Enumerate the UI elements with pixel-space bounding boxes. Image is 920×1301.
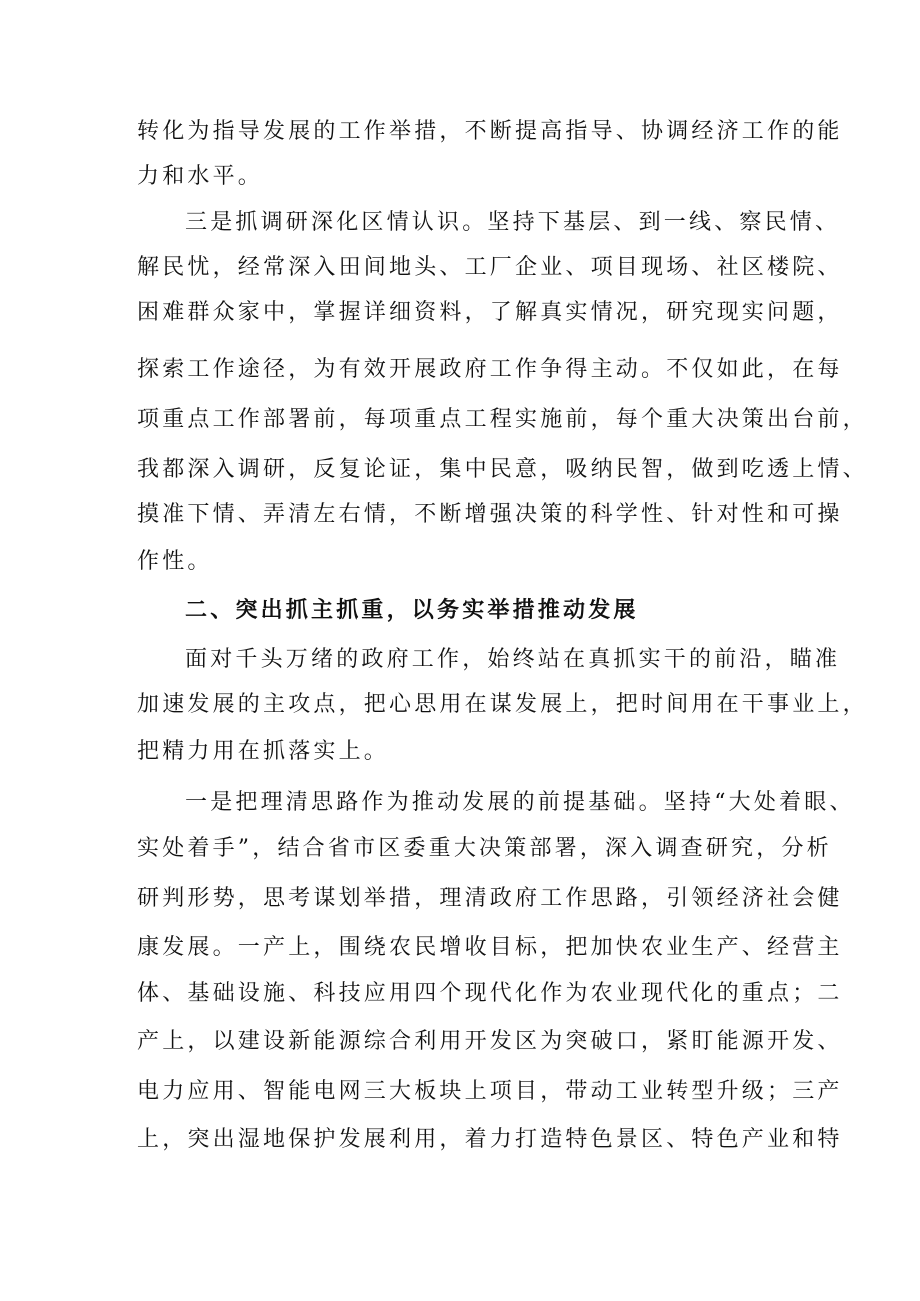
section-heading: 二、突出抓主抓重，以务实举措推动发展 <box>185 598 639 623</box>
paragraph-line: 我都深入调研，反复论证，集中民意，吸纳民智，做到吃透上情、 <box>137 457 868 482</box>
paragraph-line: 研判形势，思考谋划举措，理清政府工作思路，引领经济社会健 <box>137 886 843 911</box>
paragraph-line: 加速发展的主攻点，把心思用在谋发展上，把时间用在干事业上， <box>137 692 868 717</box>
paragraph-line: 作性。 <box>137 549 213 574</box>
paragraph-line: 困难群众家中，掌握详细资料，了解真实情况，研究现实问题， <box>137 300 843 325</box>
paragraph-line: 解民忧，经常深入田间地头、工厂企业、项目现场、社区楼院、 <box>137 255 843 280</box>
paragraph-line: 实处着手”，结合省市区委重大决策部署，深入调查研究，分析 <box>137 836 832 861</box>
paragraph-line: 三是抓调研深化区情认识。坚持下基层、到一线、察民情、 <box>185 210 841 235</box>
paragraph-line: 康发展。一产上，围绕农民增收目标，把加快农业生产、经营主 <box>137 935 843 960</box>
paragraph-line: 摸准下情、弄清左右情，不断增强决策的科学性、针对性和可操 <box>137 502 843 527</box>
paragraph-line: 面对千头万绪的政府工作，始终站在真抓实干的前沿，瞄准 <box>185 647 841 672</box>
paragraph-line: 电力应用、智能电网三大板块上项目，带动工业转型升级；三产 <box>137 1079 843 1104</box>
paragraph-line: 转化为指导发展的工作举措，不断提高指导、协调经济工作的能 <box>137 119 843 144</box>
paragraph-line: 力和水平。 <box>137 164 264 189</box>
paragraph-line: 项重点工作部署前，每项重点工程实施前，每个重大决策出台前， <box>137 407 868 432</box>
paragraph-line: 把精力用在抓落实上。 <box>137 739 390 764</box>
paragraph-line: 上，突出湿地保护发展利用，着力打造特色景区、特色产业和特 <box>137 1127 843 1152</box>
paragraph-line: 探索工作途径，为有效开展政府工作争得主动。不仅如此，在每 <box>137 357 843 382</box>
paragraph-line: 体、基础设施、科技应用四个现代化作为农业现代化的重点；二 <box>137 981 843 1006</box>
paragraph-line: 一是把理清思路作为推动发展的前提基础。坚持“大处着眼、 <box>185 790 855 815</box>
paragraph-line: 产上，以建设新能源综合利用开发区为突破口，紧盯能源开发、 <box>137 1029 843 1054</box>
